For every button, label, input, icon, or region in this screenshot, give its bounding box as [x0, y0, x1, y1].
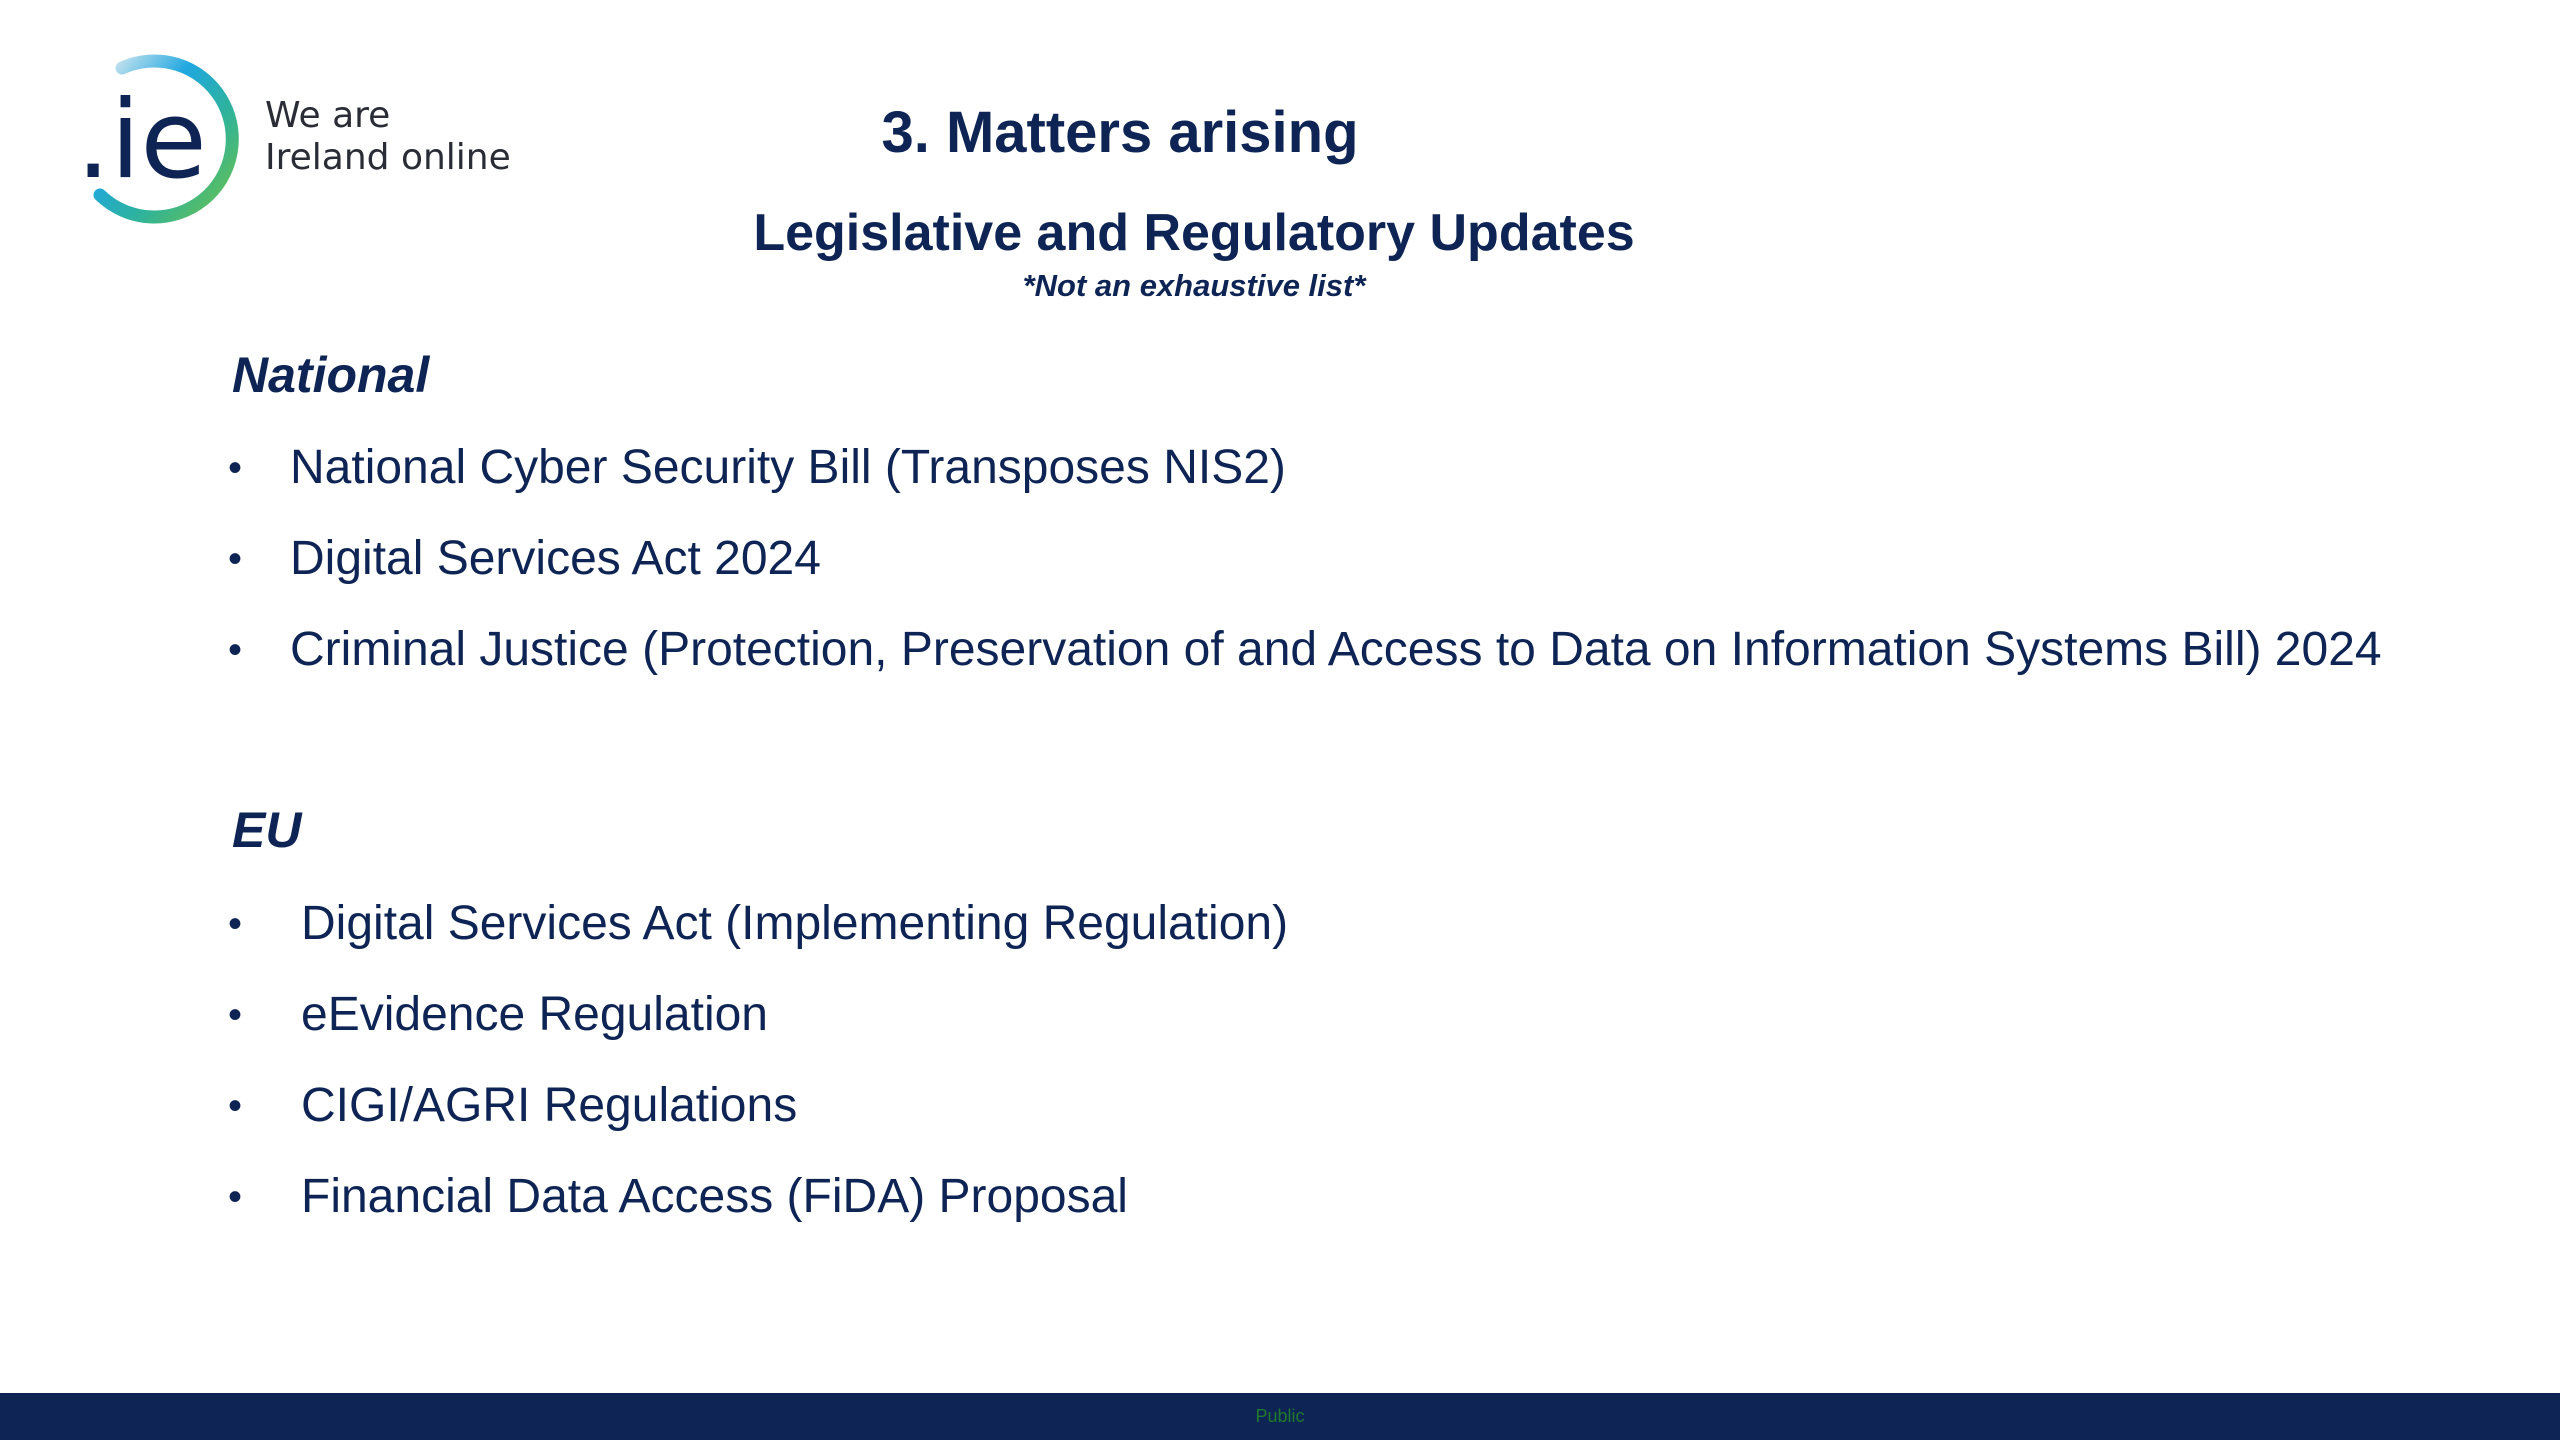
list-item-text: Digital Services Act (Implementing Regulation)	[301, 897, 1289, 950]
logo-tagline-line2: Ireland online	[265, 137, 511, 178]
slide-subtitle: Legislative and Regulatory Updates	[753, 204, 1635, 262]
bullet-icon: •	[228, 446, 243, 490]
list-item-text: National Cyber Security Bill (Transposes NIS2)	[290, 441, 1286, 494]
list-item-text: Financial Data Access (FiDA) Proposal	[301, 1170, 1128, 1223]
slide-title: 3. Matters arising	[881, 100, 1359, 165]
bullet-icon: •	[228, 537, 243, 581]
national-heading: National	[232, 347, 430, 403]
list-item-text: Digital Services Act 2024	[290, 532, 821, 585]
bullet-icon: •	[228, 1084, 243, 1128]
bullet-icon: •	[228, 902, 243, 946]
ie-logo-letters: .ie	[76, 78, 207, 203]
slide-note: *Not an exhaustive list*	[1022, 268, 1366, 303]
bullet-icon: •	[228, 993, 243, 1037]
footer-bar	[0, 1393, 2560, 1440]
list-item-text: eEvidence Regulation	[301, 988, 768, 1041]
eu-heading: EU	[232, 802, 302, 858]
list-item-text: Criminal Justice (Protection, Preservation of and Access to Data on Information Systems Bill) 2024	[290, 623, 2382, 676]
bullet-icon: •	[228, 1175, 243, 1219]
list-item-text: CIGI/AGRI Regulations	[301, 1079, 798, 1132]
classification-label: Public	[1255, 1406, 1305, 1426]
bullet-icon: •	[228, 628, 243, 672]
logo-tagline-line1: We are	[265, 95, 391, 136]
